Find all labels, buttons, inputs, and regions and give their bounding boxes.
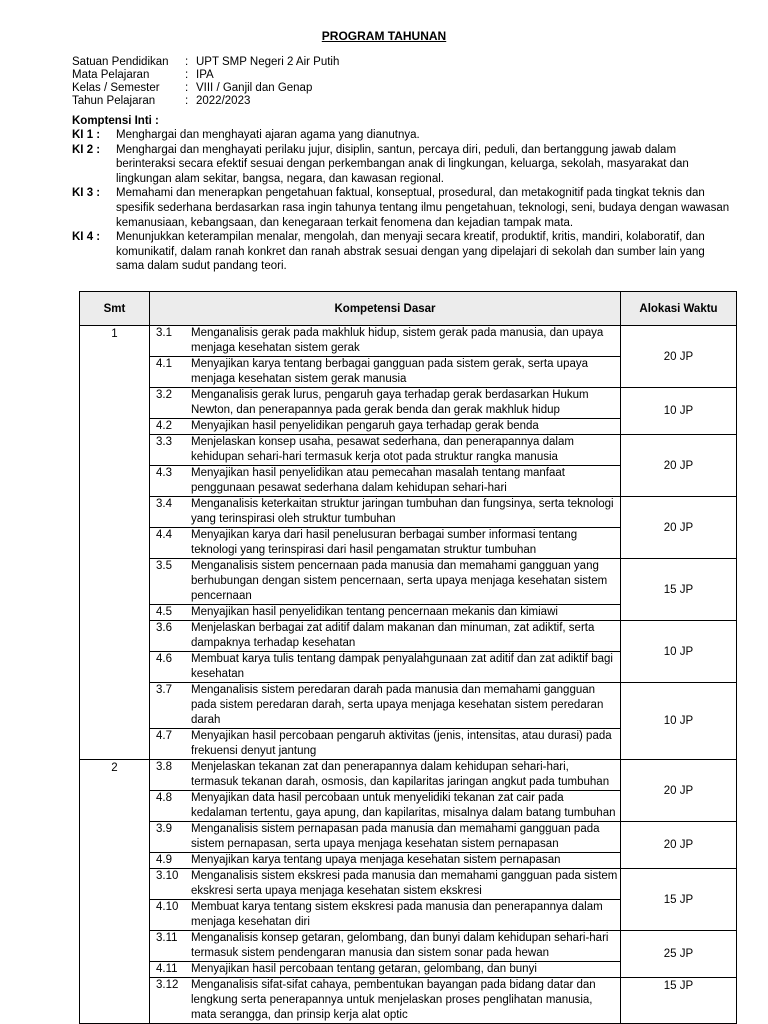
identity-label: Mata Pelajaran bbox=[72, 69, 150, 81]
alokasi-cell: 10 JP bbox=[621, 388, 737, 435]
table-row bbox=[80, 869, 737, 931]
alokasi-cell: 20 JP bbox=[621, 822, 737, 869]
kd-text: Menganalisis gerak pada makhluk hidup, sistem gerak pada manusia, dan upaya menjaga kesehatan sistem gerak bbox=[191, 327, 604, 354]
kd-item bbox=[150, 852, 620, 868]
ki-code: KI 4 : bbox=[72, 231, 101, 244]
kd-number: 3.11 bbox=[156, 932, 178, 944]
kd-text: Membuat karya tulis tentang dampak penyalahgunaan zat aditif dan zat adiktif bagi kesehatan bbox=[191, 653, 613, 680]
identity-separator: : bbox=[185, 56, 189, 68]
identity-label: Tahun Pelajaran bbox=[72, 95, 156, 107]
kd-text: Menjelaskan berbagai zat aditif dalam makanan dan minuman, zat adiktif, serta dampaknya terhadap kesehatan bbox=[191, 622, 595, 649]
kd-number: 3.2 bbox=[156, 389, 172, 401]
ki-item bbox=[72, 186, 732, 230]
ki-item bbox=[72, 230, 732, 274]
kd-cell bbox=[150, 326, 621, 388]
identity-separator: : bbox=[185, 69, 189, 81]
kd-number: 3.7 bbox=[156, 684, 172, 696]
header-kd: Kompetensi Dasar bbox=[150, 292, 621, 326]
kd-text: Menyajikan karya tentang upaya menjaga kesehatan sistem pernapasan bbox=[191, 854, 561, 866]
alokasi-cell: 20 JP bbox=[621, 760, 737, 822]
identity-block bbox=[72, 56, 339, 108]
kd-number: 4.7 bbox=[156, 730, 172, 742]
kd-item bbox=[150, 621, 620, 651]
identity-row-kelas bbox=[72, 82, 339, 95]
ki-text: Menunjukkan keterampilan menalar, mengolah, dan menyaji secara kreatif, produktif, kritis, mandiri, kolaboratif, dan komunikatif, dalam ranah konkret dan ranah abstrak sesuai dengan yang dipelajari di sekolah dan sumber lain yang sama dalam sudut pandang teori. bbox=[116, 231, 705, 273]
semester-cell: 1 bbox=[80, 326, 150, 760]
table-row bbox=[80, 559, 737, 621]
semester-cell: 2 bbox=[80, 760, 150, 1024]
kd-cell bbox=[150, 497, 621, 559]
alokasi-cell: 20 JP bbox=[621, 435, 737, 497]
table-body bbox=[80, 326, 737, 1024]
kd-number: 3.1 bbox=[156, 327, 172, 339]
header-aw: Alokasi Waktu bbox=[621, 292, 737, 326]
alokasi-cell: 10 JP bbox=[621, 683, 737, 760]
kd-number: 4.8 bbox=[156, 792, 172, 804]
kd-item bbox=[150, 527, 620, 558]
kd-text: Menyajikan data hasil percobaan untuk menyelidiki tekanan zat cair pada kedalaman tertentu, gaya apung, dan kapilaritas, misalnya dalam batang tumbuhan bbox=[191, 792, 616, 819]
kd-number: 4.3 bbox=[156, 467, 172, 479]
alokasi-cell: 20 JP bbox=[621, 326, 737, 388]
kd-text: Menganalisis konsep getaran, gelombang, dan bunyi dalam kehidupan sehari-hari termasuk sistem pendengaran manusia dan sistem sonar pada hewan bbox=[191, 932, 609, 959]
kd-text: Menganalisis sistem ekskresi pada manusia dan memahami gangguan pada sistem ekskresi serta upaya menjaga kesehatan sistem ekskresi bbox=[191, 870, 618, 897]
kd-item bbox=[150, 418, 620, 434]
kd-item bbox=[150, 497, 620, 527]
kd-item bbox=[150, 604, 620, 620]
kd-item bbox=[150, 559, 620, 604]
alokasi-cell: 15 JP bbox=[621, 869, 737, 931]
kd-text: Menganalisis keterkaitan struktur jaringan tumbuhan dan fungsinya, serta teknologi yang terinspirasi oleh struktur tumbuhan bbox=[191, 498, 614, 525]
ki-text: Menghargai dan menghayati ajaran agama yang dianutnya. bbox=[116, 129, 420, 141]
kd-number: 3.8 bbox=[156, 761, 172, 773]
kd-text: Menyajikan hasil penyelidikan atau pemecahan masalah tentang manfaat penggunaan pesawat sederhana dalam kehidupan sehari-hari bbox=[191, 467, 565, 494]
identity-row-satuan bbox=[72, 56, 339, 69]
page-title: PROGRAM TAHUNAN bbox=[321, 29, 447, 43]
kd-cell bbox=[150, 931, 621, 978]
kd-item bbox=[150, 978, 620, 1023]
kd-item bbox=[150, 465, 620, 496]
kd-cell bbox=[150, 978, 621, 1024]
kd-item bbox=[150, 435, 620, 465]
header-smt: Smt bbox=[80, 292, 150, 326]
kd-text: Menganalisis sifat-sifat cahaya, pembentukan bayangan pada bidang datar dan lengkung serta penerapannya untuk menjelaskan proses penglihatan manusia, mata serangga, dan prinsip kerja alat optic bbox=[191, 979, 596, 1021]
ki-list bbox=[72, 128, 732, 274]
ki-code: KI 3 : bbox=[72, 187, 101, 200]
identity-row-mapel bbox=[72, 69, 339, 82]
kd-item bbox=[150, 651, 620, 682]
alokasi-cell: 15 JP bbox=[621, 559, 737, 621]
table-row bbox=[80, 326, 737, 388]
kd-text: Menganalisis sistem pencernaan pada manusia dan memahami gangguan yang berhubungan dengan sistem pencernaan, serta upaya menjaga kesehatan sistem pencernaan bbox=[191, 560, 608, 602]
identity-separator: : bbox=[185, 95, 189, 107]
kd-cell bbox=[150, 435, 621, 497]
kd-item bbox=[150, 326, 620, 356]
table-row bbox=[80, 435, 737, 497]
kd-item bbox=[150, 790, 620, 821]
kd-item bbox=[150, 388, 620, 418]
kd-number: 4.4 bbox=[156, 529, 172, 541]
table-row bbox=[80, 388, 737, 435]
kd-text: Menganalisis sistem pernapasan pada manusia dan memahami gangguan pada sistem pernapasan, serta upaya menjaga kesehatan sistem pernapasan bbox=[191, 823, 600, 850]
kd-cell bbox=[150, 683, 621, 760]
alokasi-cell: 15 JP bbox=[621, 978, 737, 1024]
identity-value: UPT SMP Negeri 2 Air Putih bbox=[196, 56, 340, 68]
kd-text: Menganalisis sistem peredaran darah pada manusia dan memahami gangguan pada sistem peredaran darah, serta upaya menjaga kesehatan sistem peredaran darah bbox=[191, 684, 604, 726]
kd-text: Menyajikan hasil penyelidikan tentang pencernaan mekanis dan kimiawi bbox=[191, 606, 558, 618]
table-row bbox=[80, 760, 737, 822]
kd-number: 3.4 bbox=[156, 498, 172, 510]
kd-cell bbox=[150, 559, 621, 621]
kd-number: 4.5 bbox=[156, 606, 172, 618]
identity-value: 2022/2023 bbox=[196, 95, 251, 107]
kd-item bbox=[150, 899, 620, 930]
alokasi-cell: 25 JP bbox=[621, 931, 737, 978]
ki-text: Menghargai dan menghayati perilaku jujur, disiplin, santun, percaya diri, peduli, dan bertanggung jawab dalam berinteraksi secara efektif sesuai dengan perkembangan anak di lingkungan, keluarga, sekolah, masyarakat dan lingkungan alam sekitar, bangsa, negara, dan kawasan regional. bbox=[116, 143, 689, 185]
ki-code: KI 1 : bbox=[72, 129, 101, 141]
kd-number: 4.1 bbox=[156, 358, 172, 370]
kd-text: Menganalisis gerak lurus, pengaruh gaya terhadap gerak berdasarkan Hukum Newton, dan penerapannya pada gerak benda dan gerak makhluk hidup bbox=[191, 389, 589, 416]
kd-number: 4.10 bbox=[156, 901, 179, 913]
kd-number: 4.11 bbox=[156, 963, 178, 975]
kd-item bbox=[150, 869, 620, 899]
table-row bbox=[80, 822, 737, 869]
identity-value: IPA bbox=[196, 69, 214, 81]
kd-text: Menyajikan karya dari hasil penelusuran berbagai sumber informasi tentang teknologi yang terinspirasi dari hasil pengamatan struktur tumbuhan bbox=[191, 529, 578, 556]
kd-item bbox=[150, 683, 620, 728]
kd-text: Menyajikan hasil penyelidikan pengaruh gaya terhadap gerak benda bbox=[191, 420, 539, 432]
kd-number: 3.12 bbox=[156, 979, 179, 991]
kd-number: 3.6 bbox=[156, 622, 172, 634]
ki-item bbox=[72, 128, 732, 143]
kd-number: 4.2 bbox=[156, 420, 172, 432]
table-header-row bbox=[80, 292, 737, 326]
kd-cell bbox=[150, 621, 621, 683]
identity-separator: : bbox=[185, 82, 189, 94]
kd-number: 4.6 bbox=[156, 653, 172, 665]
kd-item bbox=[150, 961, 620, 977]
kd-item bbox=[150, 822, 620, 852]
kd-number: 3.5 bbox=[156, 560, 172, 572]
kd-cell bbox=[150, 869, 621, 931]
kd-item bbox=[150, 760, 620, 790]
ki-text: Memahami dan menerapkan pengetahuan faktual, konseptual, prosedural, dan metakognitif pada tingkat teknis dan spesifik sederhana berdasarkan rasa ingin tahunya tentang ilmu pengetahuan, teknologi, seni, budaya dengan wawasan kemanusiaan, kebangsaan, dan kenegaraan terkait fenomena dan kejadian tampak mata. bbox=[116, 187, 730, 229]
kd-number: 3.3 bbox=[156, 436, 172, 448]
kd-number: 3.9 bbox=[156, 823, 172, 835]
identity-label: Satuan Pendidikan bbox=[72, 56, 169, 68]
alokasi-cell: 20 JP bbox=[621, 497, 737, 559]
program-table bbox=[79, 291, 737, 1024]
kd-item bbox=[150, 356, 620, 387]
kd-number: 3.10 bbox=[156, 870, 179, 882]
table-row bbox=[80, 978, 737, 1024]
kd-cell bbox=[150, 822, 621, 869]
identity-value: VIII / Ganjil dan Genap bbox=[196, 82, 313, 94]
kd-text: Menyajikan hasil percobaan tentang getaran, gelombang, dan bunyi bbox=[191, 963, 537, 975]
kd-text: Menyajikan hasil percobaan pengaruh aktivitas (jenis, intensitas, atau durasi) pada frekuensi denyut jantung bbox=[191, 730, 612, 757]
identity-label: Kelas / Semester bbox=[72, 82, 160, 94]
kd-text: Menjelaskan tekanan zat dan penerapannya dalam kehidupan sehari-hari, termasuk tekanan darah, osmosis, dan kapilaritas jaringan angkut pada tumbuhan bbox=[191, 761, 610, 788]
kd-item bbox=[150, 728, 620, 759]
kd-text: Menyajikan karya tentang berbagai gangguan pada sistem gerak, serta upaya menjaga kesehatan sistem gerak manusia bbox=[191, 358, 589, 385]
identity-row-tahun bbox=[72, 95, 339, 108]
kd-cell bbox=[150, 760, 621, 822]
table-row bbox=[80, 621, 737, 683]
kd-cell bbox=[150, 388, 621, 435]
table-row bbox=[80, 497, 737, 559]
ki-item bbox=[72, 143, 732, 187]
ki-code: KI 2 : bbox=[72, 143, 101, 156]
kd-text: Menjelaskan konsep usaha, pesawat sederhana, dan penerapannya dalam kehidupan sehari-hari termasuk kerja otot pada struktur rangka manusia bbox=[191, 436, 574, 463]
kd-text: Membuat karya tentang sistem ekskresi pada manusia dan penerapannya dalam menjaga kesehatan diri bbox=[191, 901, 603, 928]
kd-item bbox=[150, 931, 620, 961]
ki-heading: Komptensi Inti : bbox=[72, 115, 159, 127]
table-row bbox=[80, 683, 737, 760]
alokasi-cell: 10 JP bbox=[621, 621, 737, 683]
kd-number: 4.9 bbox=[156, 854, 172, 866]
table-row bbox=[80, 931, 737, 978]
